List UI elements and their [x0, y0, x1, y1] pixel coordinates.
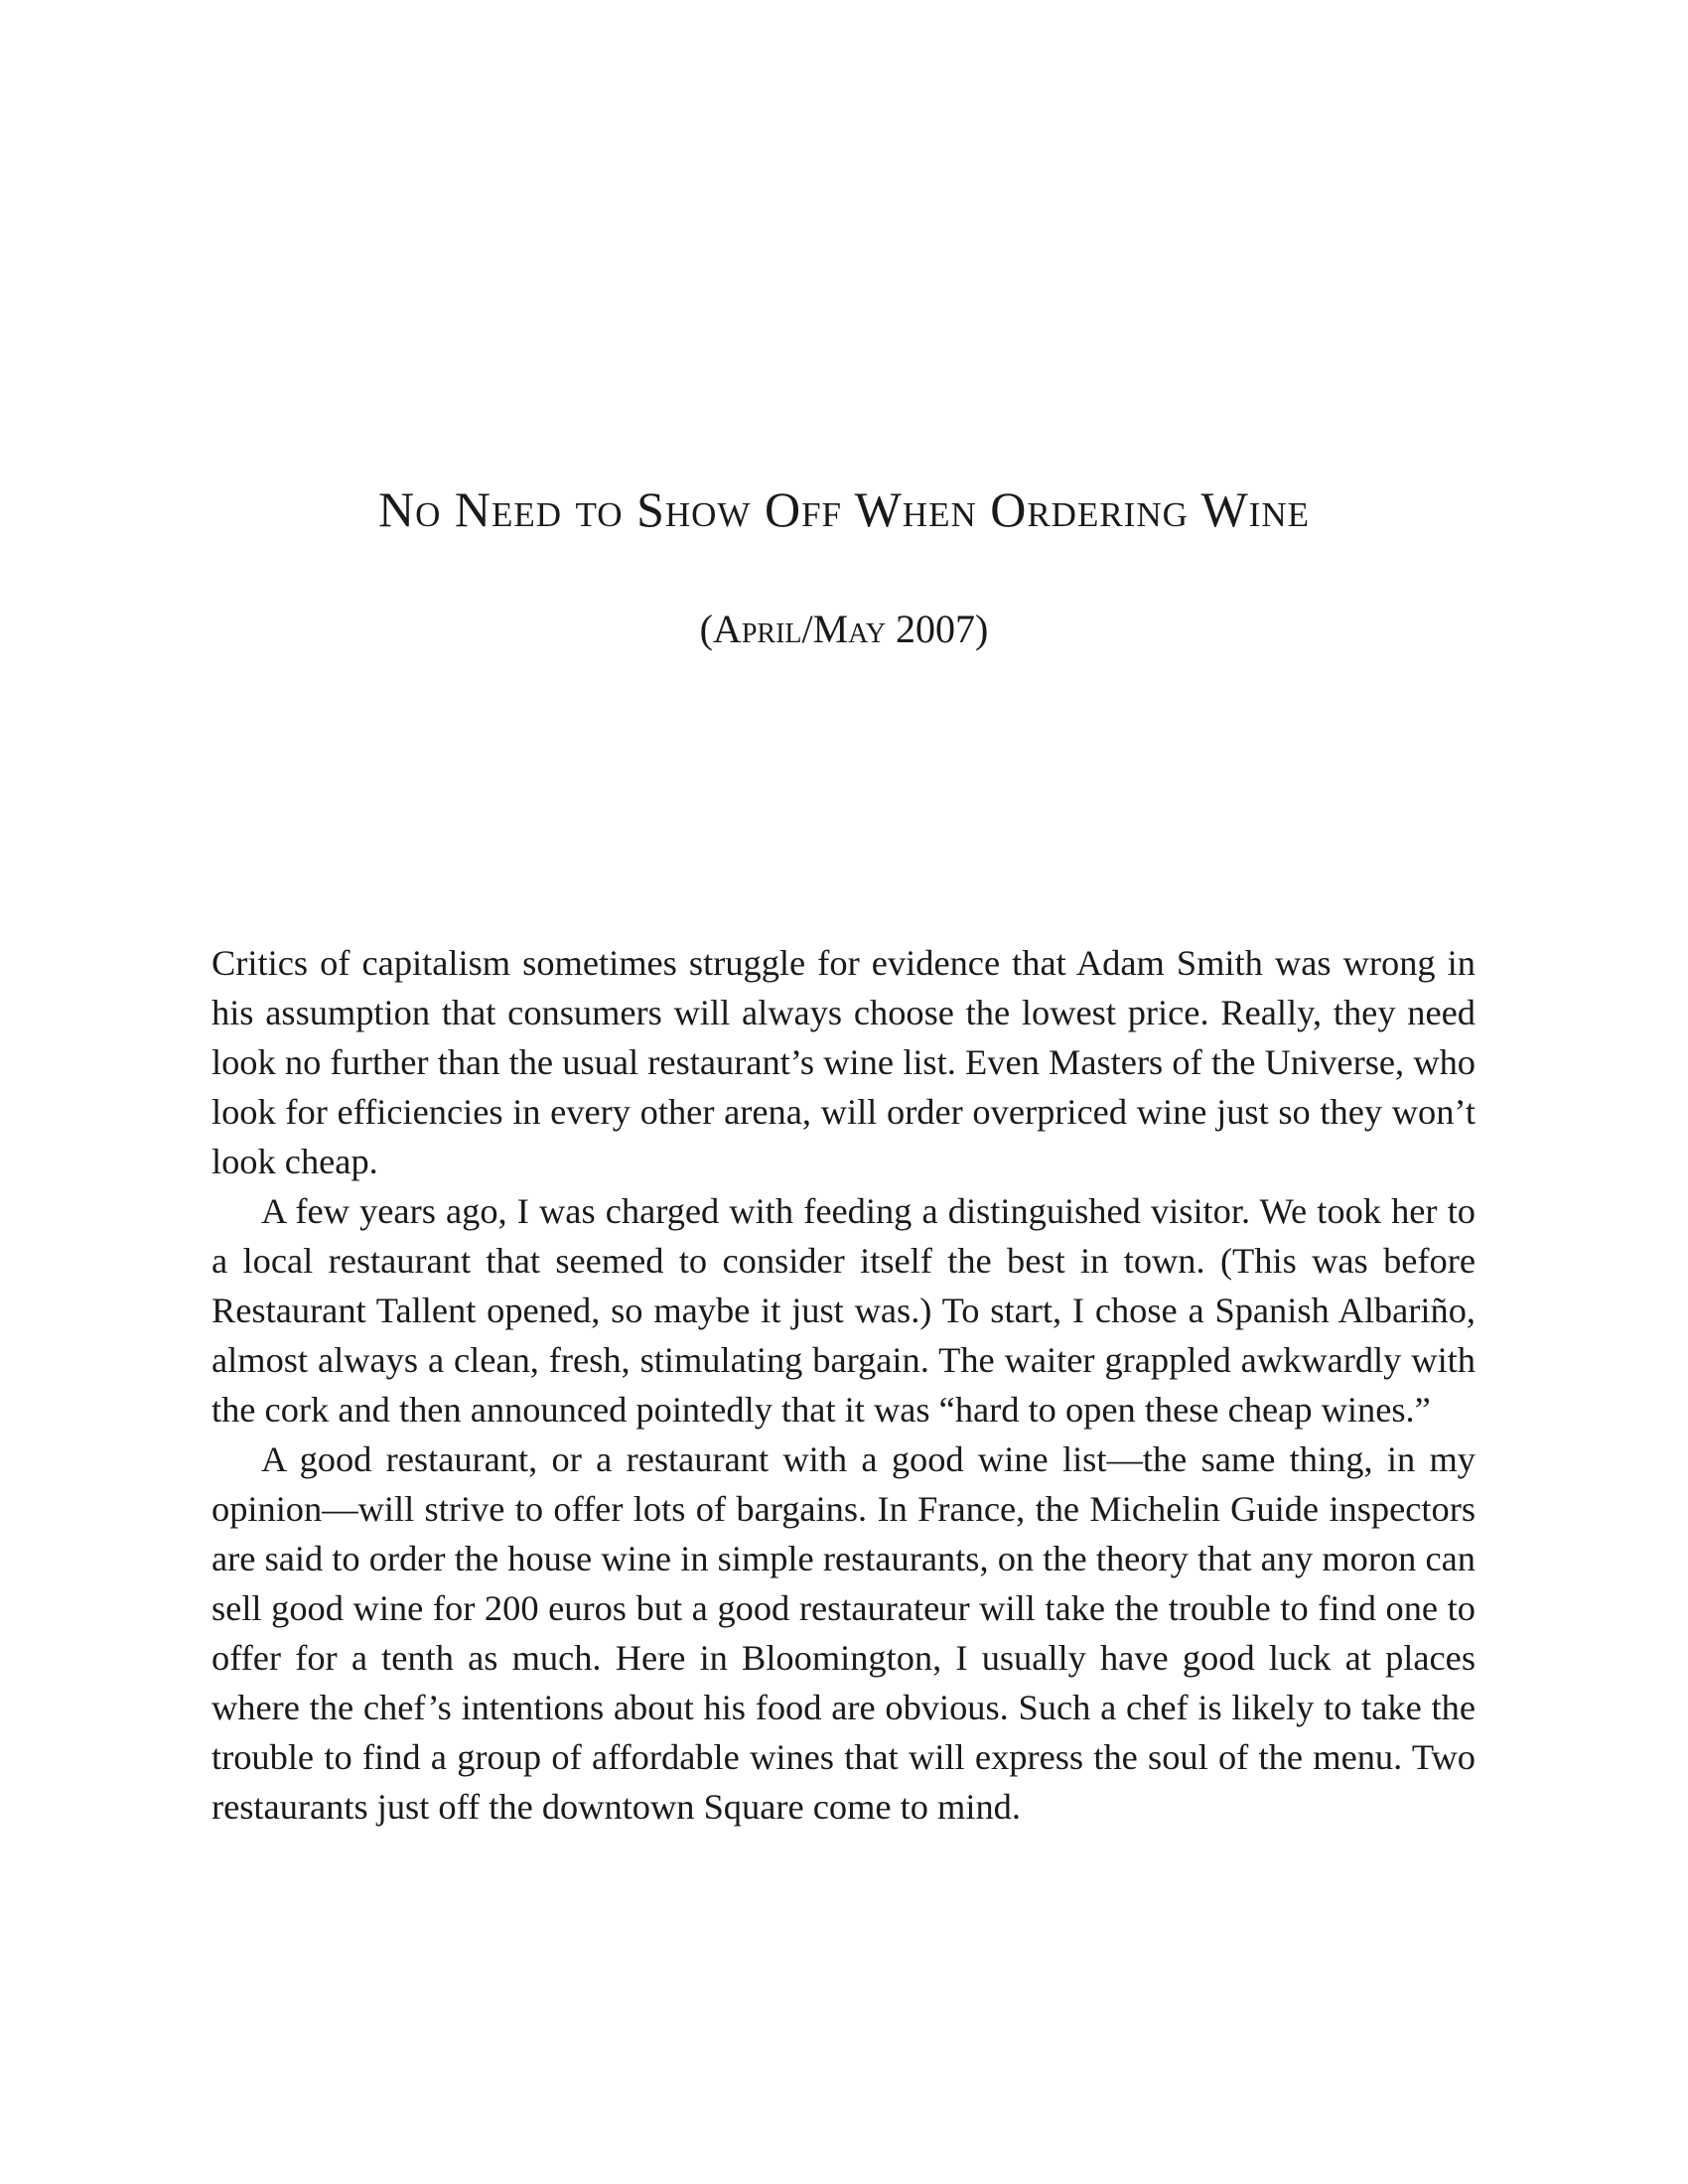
paragraph-2: A few years ago, I was charged with feeding a distinguished visitor. We took her to a local restaurant that seemed to consider itself the best in town. (This was before Restaurant Tallent opened, so maybe it just was.) To start, I chose a Spanish Albariño, almost always a clean, fresh, stimulating bargain. The waiter grappled awkwardly with the cork and then announced pointedly that it was “hard to open these cheap wines.”	[211, 1191, 1476, 1430]
chapter-title: No Need to Show Off When Ordering Wine	[378, 481, 1310, 537]
paragraph-3: A good restaurant, or a restaurant with a good wine list—the same thing, in my opinion—will strive to offer lots of bargains. In France, the Michelin Guide inspectors are said to order the house wine in simple restaurants, on the theory that any moron can sell good wine for 200 euros but a good restaurateur will take the trouble to find one to offer for a tenth as much. Here in Bloomington, I usually have good luck at places where the chef’s intentions about his food are obvious. Such a chef is likely to take the trouble to find a group of affordable wines that will express the soul of the menu. Two restaurants just off the downtown Square come to mind.	[211, 1439, 1476, 1827]
chapter-date: (April/May 2007)	[699, 607, 989, 651]
body-text	[211, 938, 1476, 1832]
paragraph-1: Critics of capitalism sometimes struggle for evidence that Adam Smith was wrong in his assumption that consumers will always choose the lowest price. Really, they need look no further than the usual restaurant’s wine list. Even Masters of the Universe, who look for efficiencies in every other arena, will order overpriced wine just so they won’t look cheap.	[211, 943, 1476, 1181]
